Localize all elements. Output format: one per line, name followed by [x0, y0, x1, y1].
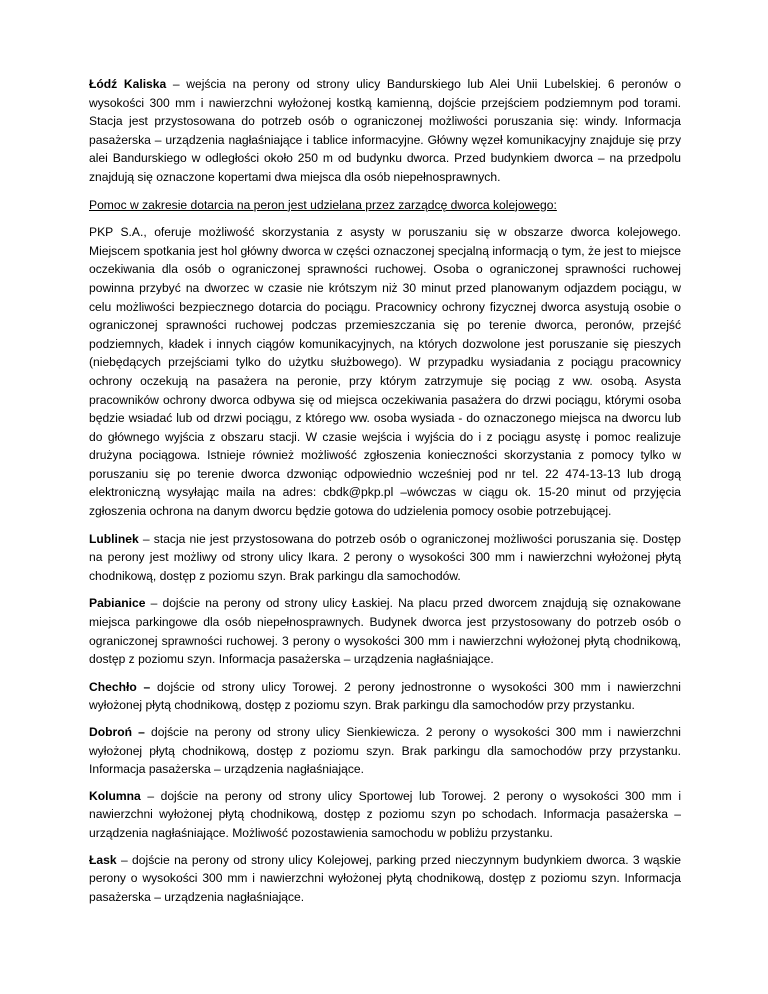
paragraph-lodz-kaliska — [89, 75, 681, 187]
paragraph-chechlo — [89, 678, 681, 715]
station-text-lublinek: – stacja nie jest przystosowana do potrzeb osób o ograniczonej możliwości poruszania się. Dostęp na perony jest możliwy od strony ulicy Ikara. 2 perony o wysokości 300 mm i nawierzchni wyłożonej płytą chodnikową, dostęp z poziomu szyn. Brak parkingu dla samochodów. — [89, 531, 681, 583]
station-name-lodz-kaliska: Łódź Kaliska — [89, 77, 167, 91]
paragraph-lublinek — [89, 530, 681, 586]
paragraph-kolumna — [89, 787, 681, 843]
station-text-lodz-kaliska: – wejścia na perony od strony ulicy Bandurskiego lub Alei Unii Lubelskiej. 6 peronów o wysokości 300 mm i nawierzchni wyłożonej kostką kamienną, dojście przejściem podziemnym pod torami. Stacja jest przystosowana do potrzeb osób o ograniczonej możliwości poruszania się: windy. Informacja pasażerska – urządzenia nagłaśniające i tablice informacyjne. Główny węzeł komunikacyjny znajduje się przy alei Bandurskiego w odległości około 250 m od budynku dworca. Przed budynkiem dworca – na przedpolu znajdują się oznaczone kopertami dwa miejsca dla osób niepełnosprawnych. — [89, 77, 681, 184]
paragraph-lask — [89, 851, 681, 907]
document-page — [89, 75, 681, 914]
help-heading: Pomoc w zakresie dotarcia na peron jest udzielana przez zarządcę dworca kolejowego: — [89, 197, 557, 212]
station-name-dobron: Dobroń – — [89, 725, 145, 739]
station-name-lublinek: Lublinek — [89, 531, 139, 546]
paragraph-pkp-help: PKP S.A., oferuje możliwość skorzystania z asysty w poruszaniu się w obszarze dworca kolejowego. Miejscem spotkania jest hol główny dworca w części oznaczonej specjalną informacją o tym, że jest to miejsce oczekiwania dla osób o ograniczonej sprawności ruchowej. Osoba o ograniczonej sprawności ruchowej powinna przybyć na dworzec w czasie nie krótszym niż 30 minut przed planowanym odjazdem pociągu, w celu możliwości bezpiecznego dotarcia do pociągu. Pracownicy ochrony fizycznej dworca asystują osobie o ograniczonej sprawności ruchowej podczas przemieszczania się po terenie dworca, peronów, przejść podziemnych, kładek i innych ciągów komunikacyjnych, na których dozwolone jest poruszanie się pieszych (niebędących przejściami tylko do użytku służbowego). W przypadku wysiadania z pociągu pracownicy ochrony oczekują na pasażera na peronie, przy którym zatrzymuje się pociąg z ww. osobą. Asysta pracowników ochrony dworca odbywa się od miejsca oczekiwania pasażera do drzwi pociągu, którymi osoba będzie wsiadać lub od drzwi pociągu, z którego ww. osoba wysiada - do oznaczonego miejsca na dworcu lub do głównego wyjścia z obszaru stacji. W czasie wejścia i wyjścia do i z pociągu asystę i pomoc realizuje drużyna pociągowa. Istnieje również możliwość zgłoszenia konieczności skorzystania z pomocy tylko w poruszaniu się po terenie dworca dzwoniąc odpowiednio wcześniej pod nr tel. 22 474-13-13 lub drogą elektroniczną wysyłając maila na adres: cbdk@pkp.pl –wówczas w ciągu ok. 15-20 minut od przyjęcia zgłoszenia ochrona na danym dworcu będzie gotowa do udzielenia pomocy osobie potrzebującej. — [89, 225, 681, 519]
station-text-chechlo: dojście od strony ulicy Torowej. 2 perony jednostronne o wysokości 300 mm i nawierzchni wyłożonej płytą chodnikową, dostęp z poziomu szyn. Brak parkingu dla samochodów przy przystanku. — [89, 679, 681, 713]
station-text-lask: – dojście na perony od strony ulicy Kolejowej, parking przed nieczynnym budynkiem dworca. 3 wąskie perony o wysokości 300 mm i nawierzchni wyłożonej płytą chodnikową, dostęp z poziomu szyn. Informacja pasażerska – urządzenia nagłaśniające. — [89, 852, 681, 904]
station-name-pabianice: Pabianice — [89, 596, 146, 611]
station-text-pabianice: – dojście na perony od strony ulicy Łaskiej. Na placu przed dworcem znajdują się oznakowane miejsca parkingowe dla osób niepełnosprawnych. Budynek dworca jest przystosowany do potrzeb osób o ograniczonej sprawności ruchowej. 3 perony o wysokości 300 mm i nawierzchni wyłożonej płytą chodnikową, dostęp z poziomu szyn. Informacja pasażerska – urządzenia nagłaśniające. — [89, 596, 681, 667]
station-text-kolumna: – dojście na perony od strony ulicy Sportowej lub Torowej. 2 perony o wysokości 300 mm i nawierzchni wyłożonej płytą chodnikową, dostęp z poziomu szyn po schodach. Informacja pasażerska – urządzenia nagłaśniające. Możliwość pozostawienia samochodu w pobliżu przystanku. — [89, 788, 681, 840]
station-name-lask: Łask — [89, 852, 117, 867]
paragraph-dobron — [89, 723, 681, 779]
station-name-chechlo: Chechło – — [89, 679, 151, 694]
station-name-kolumna: Kolumna — [89, 788, 141, 803]
station-text-dobron: dojście na perony od strony ulicy Sienkiewicza. 2 perony o wysokości 300 mm i nawierzchni wyłożonej płytą chodnikową, dostęp z poziomu szyn. Brak parkingu dla samochodów przy przystanku. Informacja pasażerska – urządzenia nagłaśniające. — [89, 725, 681, 777]
paragraph-pabianice — [89, 594, 681, 668]
